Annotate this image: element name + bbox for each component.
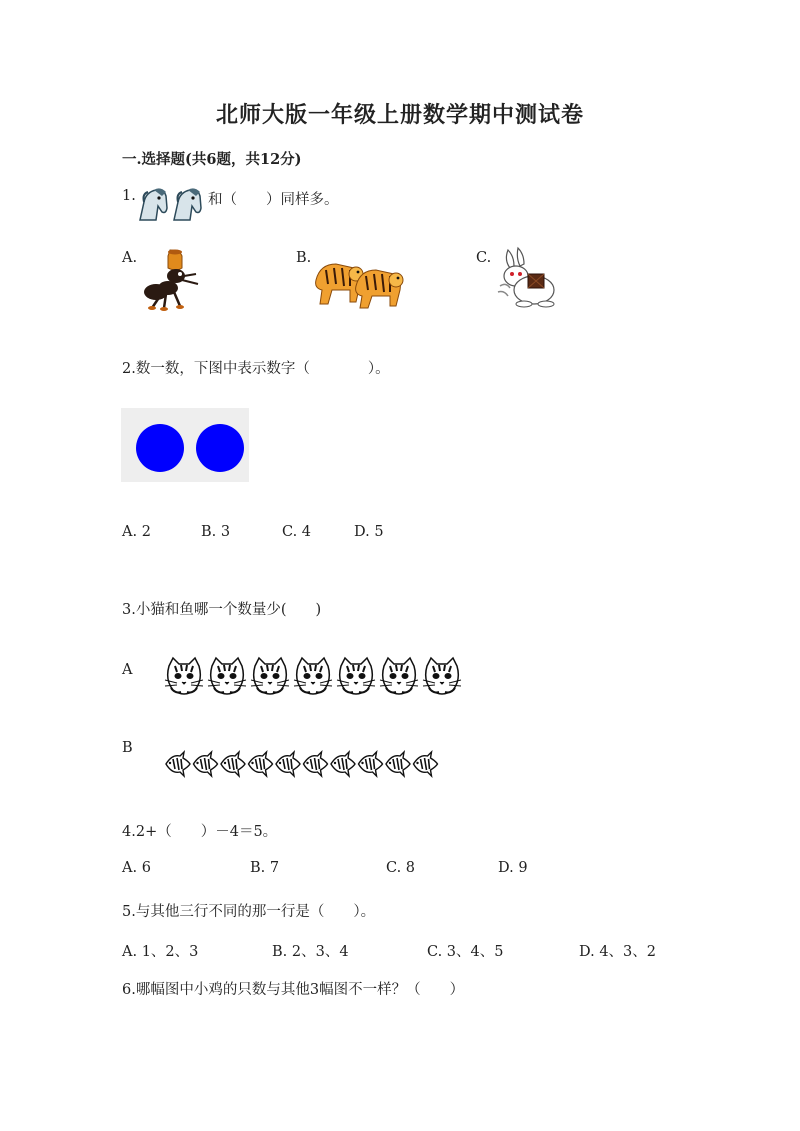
q1-option-b-label: B. [296, 250, 312, 266]
question-6-number: 6. [122, 982, 136, 998]
cat-face-icon [251, 658, 289, 694]
blue-circle [136, 424, 184, 472]
q3-row-b-label: B [122, 740, 133, 756]
cat-face-icon [337, 658, 375, 694]
q5-option-d: D. 4、3、2 [579, 944, 657, 960]
q5-option-b: B. 2、3、4 [272, 944, 349, 960]
section-heading: 一.选择题(共6题，共12分) [122, 151, 302, 168]
question-2-text [122, 357, 390, 378]
q2-option-d: D. 5 [354, 524, 384, 540]
cat-face-icon [208, 658, 246, 694]
question-6-text [122, 978, 464, 999]
two-tigers-icon [312, 250, 404, 310]
question-4-number: 4. [122, 824, 136, 840]
question-1-number: 1. [122, 188, 136, 204]
q3-row-a-label: A [122, 662, 133, 678]
fish-row [164, 750, 440, 778]
q2-option-c: C. 4 [282, 524, 312, 540]
fish-icon [249, 752, 273, 776]
fish-icon [166, 752, 190, 776]
fish-icon [304, 752, 328, 776]
q4-option-a: A. 6 [122, 860, 151, 876]
question-4-stem: 2+（ ）－4＝5。 [135, 824, 278, 840]
q2-circle-figure [121, 408, 249, 482]
ant-carrying-jar-icon [140, 248, 206, 312]
two-horses-icon [136, 186, 206, 224]
fish-icon [331, 752, 355, 776]
q2-option-a: A. 2 [122, 524, 151, 540]
q5-option-c: C. 3、4、5 [427, 944, 504, 960]
rabbit-with-basket-icon [494, 246, 562, 310]
question-2-stem: 数一数，下图中表示数字（ ）。 [135, 361, 390, 377]
fish-icon [194, 752, 218, 776]
question-6-stem: 哪幅图中小鸡的只数与其他3幅图不一样？（ ） [135, 982, 465, 998]
cat-face-row [163, 656, 467, 698]
question-2-number: 2. [122, 361, 136, 377]
q4-option-b: B. 7 [250, 860, 280, 876]
page-title: 北师大版一年级上册数学期中测试卷 [215, 102, 584, 128]
question-3-number: 3. [122, 602, 136, 618]
question-3-stem: 小猫和鱼哪一个数量少( ) [135, 602, 322, 618]
fish-icon [414, 752, 438, 776]
cat-face-icon [294, 658, 332, 694]
cat-face-icon [380, 658, 418, 694]
q1-option-a-label: A. [122, 250, 138, 266]
q4-option-d: D. 9 [498, 860, 528, 876]
q2-option-b: B. 3 [201, 524, 231, 540]
fish-icon [221, 752, 245, 776]
blue-circle [196, 424, 244, 472]
question-4-text [122, 820, 277, 841]
fish-icon [386, 752, 410, 776]
q4-option-c: C. 8 [386, 860, 416, 876]
question-5-stem: 与其他三行不同的那一行是（ ）。 [135, 904, 376, 920]
question-3-text [122, 598, 321, 619]
cat-face-icon [165, 658, 203, 694]
fish-icon [276, 752, 300, 776]
q1-option-c-label: C. [476, 250, 492, 266]
q5-option-a: A. 1、2、3 [122, 944, 199, 960]
question-1-text: 和（ ）同样多。 [208, 192, 339, 208]
cat-face-icon [423, 658, 461, 694]
fish-icon [359, 752, 383, 776]
question-5-number: 5. [122, 904, 136, 920]
question-5-text [122, 900, 375, 921]
